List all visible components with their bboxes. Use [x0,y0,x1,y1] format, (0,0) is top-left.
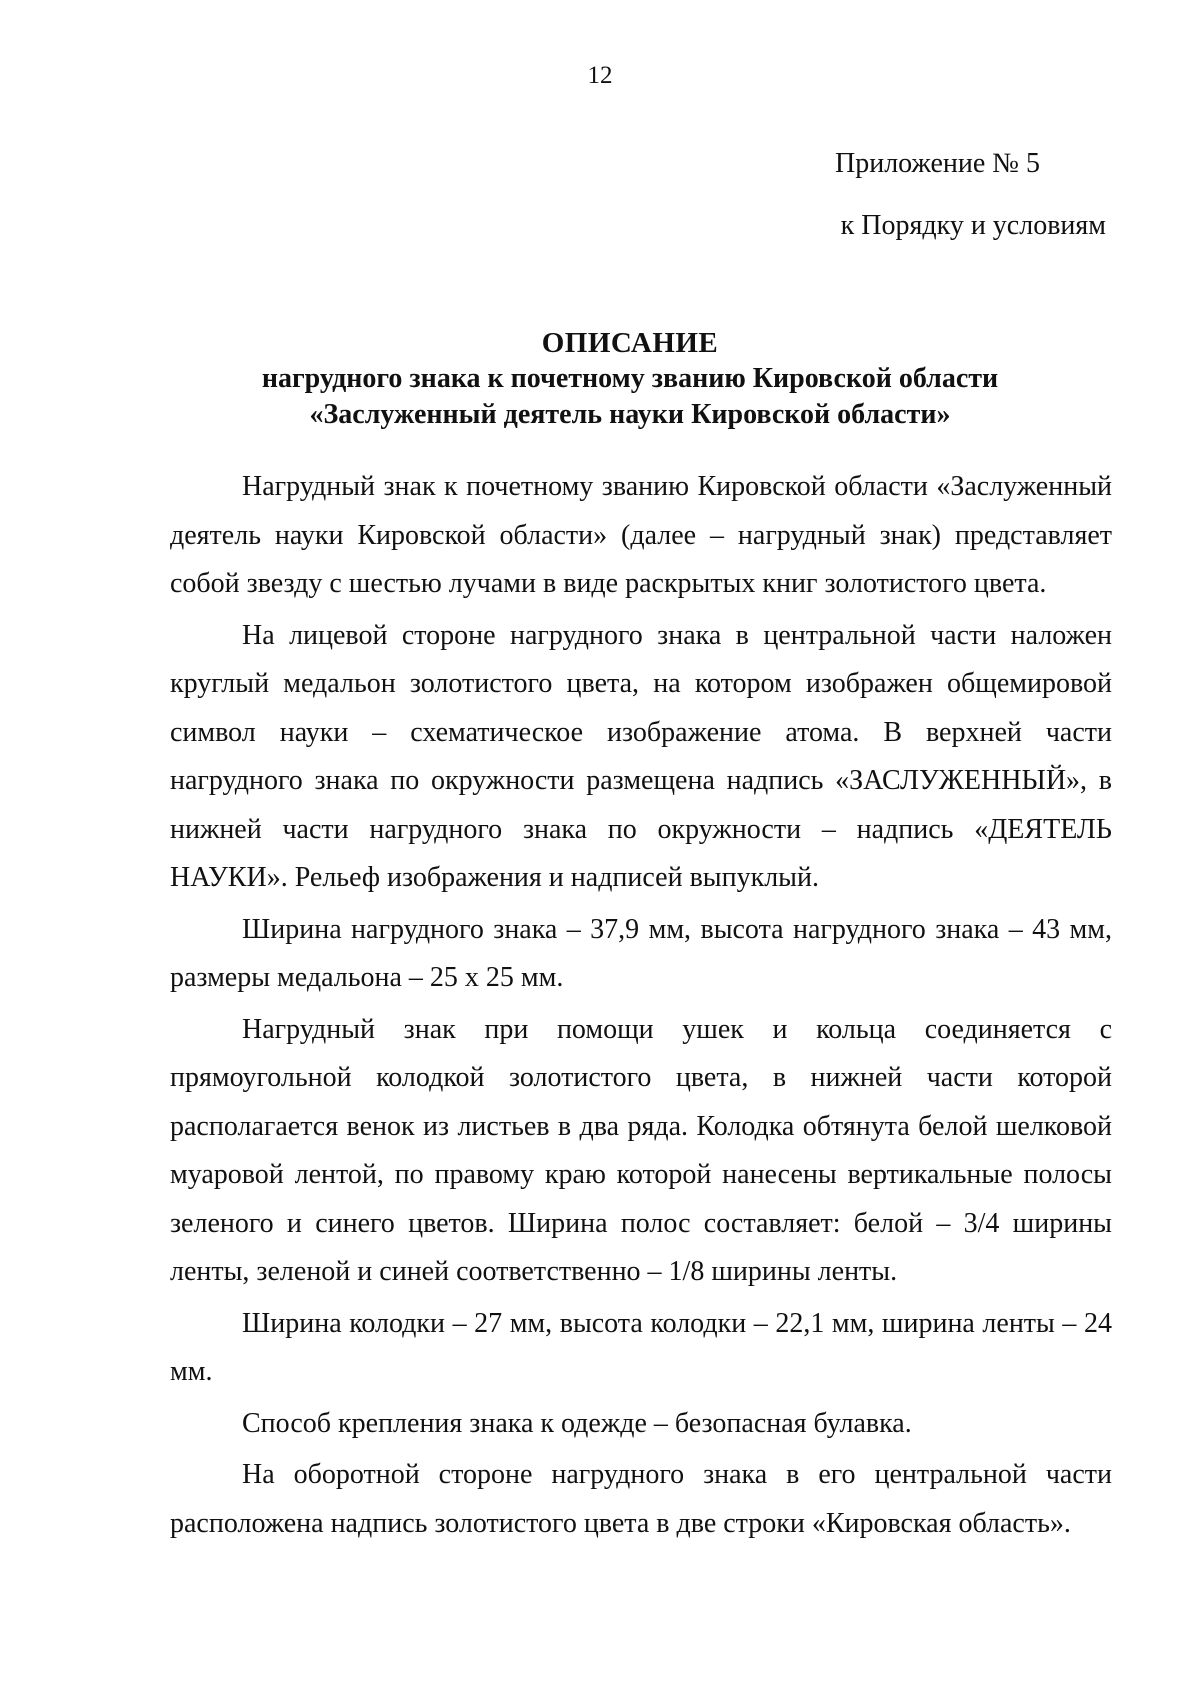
paragraph-fastening: Способ крепления знака к одежде – безопасная булавка. [242,1407,912,1439]
appendix-label: Приложение № 5 [835,148,1040,179]
paragraph-front-side: На лицевой стороне нагрудного знака в центральной части наложен круглый медальон золотистого цвета, на котором изображен общемировой символ науки – схематическое изображение атома. В верхней части нагрудного знака по окружности размещена надпись «ЗАСЛУЖЕННЫЙ», в нижней части нагрудного знака по окружности – надпись «ДЕЯТЕЛЬ НАУКИ». Рельеф изображения и надписей выпуклый. [170,619,1112,893]
title-heading: ОПИСАНИЕ [541,327,719,359]
paragraph-description: Нагрудный знак к почетному званию Кировской области «Заслуженный деятель науки Кировской области» (далее – нагрудный знак) представляет собой звезду с шестью лучами в виде раскрытых книг золотистого цвета. [170,471,1112,599]
paragraph-block: Нагрудный знак при помощи ушек и кольца соединяется с прямоугольной колодкой золотистого цвета, в нижней части которой располагается венок из листьев в два ряда. Колодка обтянута белой шелковой муаровой лентой, по правому краю которой нанесены вертикальные полосы зеленого и синего цветов. Ширина полос составляет: белой – 3/4 ширины ленты, зеленой и синей соответственно – 1/8 ширины ленты. [170,1013,1112,1287]
paragraph-block-dimensions: Ширина колодки – 27 мм, высота колодки – 22,1 мм, ширина ленты – 24 мм. [170,1307,1112,1387]
title-subtitle-line1: нагрудного знака к почетному званию Кировской области [261,363,999,394]
title-subtitle-line2: «Заслуженный деятель науки Кировской области» [309,399,951,430]
page-number: 12 [587,62,613,89]
document-title [130,325,1130,433]
paragraph-reverse-side: На оборотной стороне нагрудного знака в его центральной части расположена надпись золотистого цвета в две строки «Кировская область». [170,1459,1112,1539]
paragraph-dimensions: Ширина нагрудного знака – 37,9 мм, высота нагрудного знака – 43 мм, размеры медальона – 25 х 25 мм. [170,913,1112,993]
appendix-reference: к Порядку и условиям [840,210,1106,241]
document-body [170,463,1112,1551]
